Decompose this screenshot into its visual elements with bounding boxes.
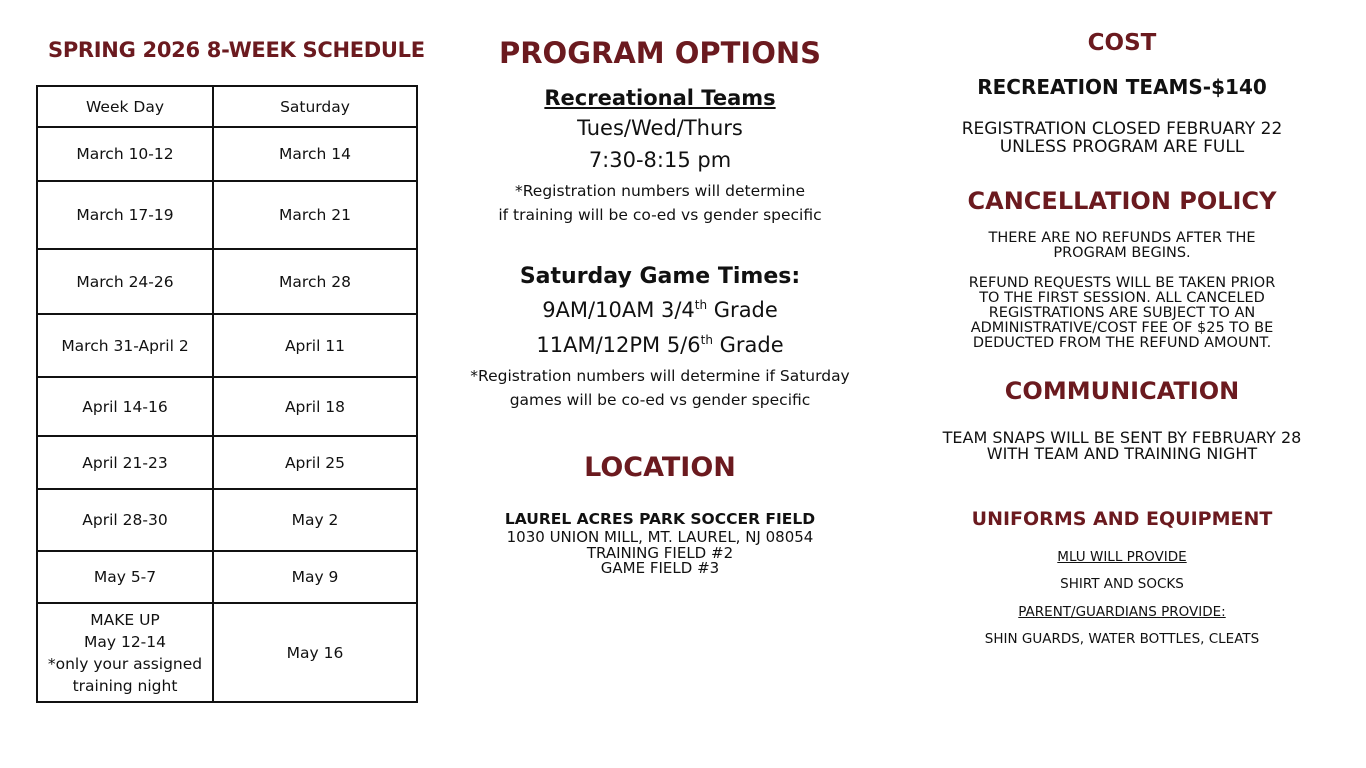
communication-title: COMMUNICATION: [1004, 377, 1240, 405]
saturday-cell: May 16: [213, 603, 417, 702]
time-text: 9AM/10AM 3/4: [542, 298, 695, 322]
makeup-line: *only your assigned: [47, 654, 203, 673]
rec-note-line: *Registration numbers will determine: [514, 182, 806, 200]
header-saturday: Saturday: [213, 86, 417, 127]
schedule-table: [36, 85, 418, 703]
cost-title: COST: [1087, 30, 1157, 56]
parent-provides-items: SHIN GUARDS, WATER BOTTLES, CLEATS: [984, 631, 1260, 647]
table-row: [37, 314, 417, 377]
location-title: LOCATION: [584, 452, 736, 483]
weekday-cell: March 31-April 2: [37, 314, 213, 377]
sat-note-line: *Registration numbers will determine if Saturday: [470, 367, 850, 385]
table-row: [37, 127, 417, 181]
weekday-cell: April 21-23: [37, 436, 213, 489]
makeup-line: MAKE UP: [90, 610, 160, 629]
location-address: 1030 UNION MILL, MT. LAUREL, NJ 08054: [506, 528, 814, 546]
program-options-title: PROGRAM OPTIONS: [498, 36, 822, 70]
policy-line: THERE ARE NO REFUNDS AFTER THE: [988, 230, 1256, 246]
cancellation-policy-title: CANCELLATION POLICY: [967, 187, 1277, 215]
policy-line: REGISTRATIONS ARE SUBJECT TO AN: [988, 305, 1256, 321]
saturday-cell: March 14: [213, 127, 417, 181]
weekday-cell: May 5-7: [37, 551, 213, 603]
weekday-cell: April 28-30: [37, 489, 213, 551]
mlu-provides-items: SHIRT AND SOCKS: [1060, 576, 1184, 592]
registration-note-line: UNLESS PROGRAM ARE FULL: [999, 137, 1245, 157]
table-row: [37, 551, 417, 603]
communication-text: [930, 430, 1314, 462]
saturday-game-times-heading: Saturday Game Times:: [519, 264, 801, 289]
communication-line: TEAM SNAPS WILL BE SENT BY FEBRUARY 28: [942, 428, 1302, 447]
policy-line: TO THE FIRST SESSION. ALL CANCELED: [979, 290, 1265, 306]
ordinal-suffix: th: [700, 333, 713, 347]
refund-paragraph: [930, 276, 1314, 351]
table-header-row: [37, 86, 417, 127]
saturday-cell: March 21: [213, 181, 417, 249]
recreational-teams-heading: Recreational Teams: [544, 86, 776, 110]
mlu-provides-label: MLU WILL PROVIDE: [1057, 549, 1187, 565]
table-row: [37, 377, 417, 436]
saturday-cell: May 2: [213, 489, 417, 551]
saturday-time-line: [440, 333, 880, 357]
weekday-cell: April 14-16: [37, 377, 213, 436]
weekday-cell: March 10-12: [37, 127, 213, 181]
uniforms-title: UNIFORMS AND EQUIPMENT: [971, 508, 1273, 530]
weekday-cell: March 24-26: [37, 249, 213, 314]
policy-line: DEDUCTED FROM THE REFUND AMOUNT.: [972, 335, 1272, 351]
table-row-makeup: [37, 603, 417, 702]
recreation-cost: RECREATION TEAMS-$140: [977, 75, 1267, 99]
grade-text: Grade: [712, 333, 784, 357]
saturday-time-line: [440, 298, 880, 322]
game-field: GAME FIELD #3: [600, 559, 720, 577]
table-row: [37, 436, 417, 489]
makeup-cell: [37, 603, 213, 702]
rec-days: Tues/Wed/Thurs: [577, 116, 743, 140]
makeup-line: May 12-14: [83, 632, 166, 651]
table-row: [37, 489, 417, 551]
sat-note-line: games will be co-ed vs gender specific: [509, 391, 811, 409]
saturday-cell: April 25: [213, 436, 417, 489]
policy-line: PROGRAM BEGINS.: [1053, 245, 1191, 261]
training-field: TRAINING FIELD #2: [586, 544, 734, 562]
table-row: [37, 181, 417, 249]
policy-line: ADMINISTRATIVE/COST FEE OF $25 TO BE: [970, 320, 1274, 336]
makeup-line: training night: [72, 676, 178, 695]
weekday-cell: March 17-19: [37, 181, 213, 249]
cancellation-paragraph: [930, 231, 1314, 261]
schedule-title: SPRING 2026 8-WEEK SCHEDULE: [48, 38, 425, 62]
table-row: [37, 249, 417, 314]
policy-line: REFUND REQUESTS WILL BE TAKEN PRIOR: [968, 275, 1276, 291]
saturday-cell: March 28: [213, 249, 417, 314]
grade-text: Grade: [707, 298, 778, 322]
saturday-cell: May 9: [213, 551, 417, 603]
rec-note-line: if training will be co-ed vs gender specific: [498, 206, 822, 224]
header-weekday: Week Day: [37, 86, 213, 127]
location-name: LAUREL ACRES PARK SOCCER FIELD: [504, 510, 816, 528]
registration-note-line: REGISTRATION CLOSED FEBRUARY 22: [961, 119, 1283, 139]
rec-time: 7:30-8:15 pm: [588, 148, 732, 172]
parent-provides-label: PARENT/GUARDIANS PROVIDE:: [1018, 604, 1226, 620]
ordinal-suffix: th: [694, 298, 708, 312]
time-text: 11AM/12PM 5/6: [536, 333, 701, 357]
saturday-cell: April 18: [213, 377, 417, 436]
communication-line: WITH TEAM AND TRAINING NIGHT: [986, 444, 1258, 463]
saturday-cell: April 11: [213, 314, 417, 377]
